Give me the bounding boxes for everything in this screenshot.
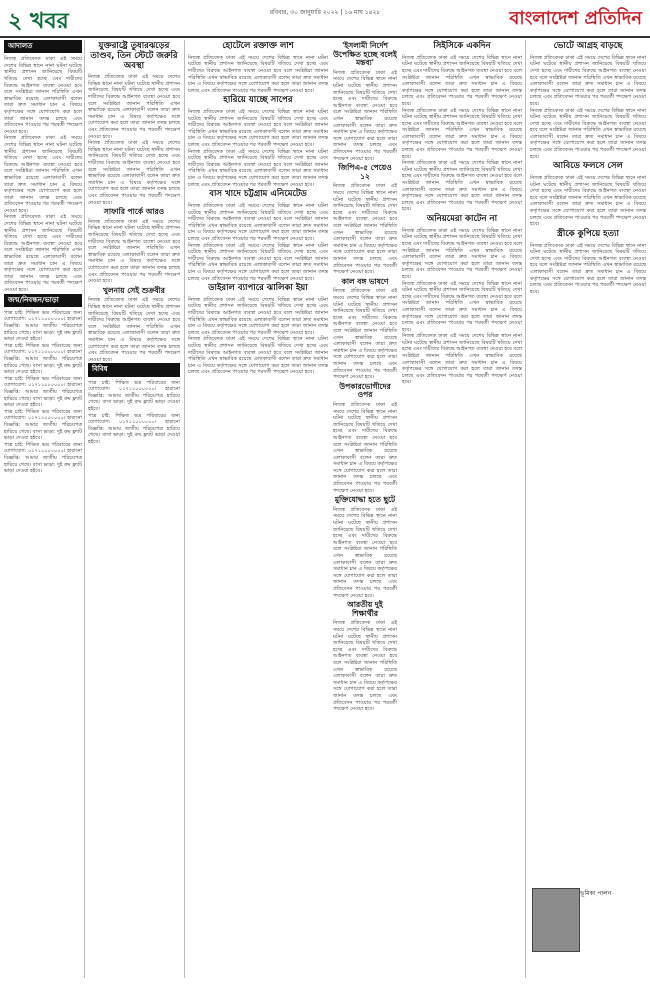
page-label: ২ খবর — [8, 9, 69, 34]
classified-text: পাত্র চাই: শিক্ষিত ভদ্র পরিবারের জন্য যোগাযোগ: ০১৭১১০০০০০০। হারানো বিজ্ঞপ্তি: আমার জাতীয় পরিচয়পত্র হারিয়ে গেছে। বাসা ভাড়া: দুই রুম ফ্ল্যাট ভাড়া দেওয়া হইবে। — [88, 412, 180, 445]
column-5 — [402, 40, 522, 980]
body-text: নিজস্ব প্রতিবেদক ঢাকা এই সময়ে দেশের বিভিন্ন স্থানে নানা ঘটনা ঘটেছে স্থানীয় প্রশাসন জানিয়েছে বিষয়টি খতিয়ে দেখা হচ্ছে এবং দায়ীদের বিরুদ্ধে আইনগত ব্যবস্থা নেওয়া হবে বলে সংশ্লিষ্টরা জানান পরিস্থিতি এখন স্বাভাবিক রয়েছে এলাকাবাসী বলেন তারা দ্রুত সমাধান চান এ বিষয়ে কর্তৃপক্ষের সঙ্গে যোগাযোগ করা হলে তারা জানান তদন্ত চলছে এবং প্রতিবেদন পাওয়ার পর পরবর্তী পদক্ষেপ নেওয়া হবে। — [188, 296, 328, 336]
photo-caption: ভূমিকা পালন — [580, 890, 612, 897]
classified-text: পাত্র চাই: শিক্ষিত ভদ্র পরিবারের জন্য যোগাযোগ: ০১৭১১০০০০০০। হারানো বিজ্ঞপ্তি: আমার জাতীয় পরিচয়পত্র হারিয়ে গেছে। বাসা ভাড়া: দুই রুম ফ্ল্যাট ভাড়া দেওয়া হইবে। — [4, 342, 82, 376]
column-divider — [525, 40, 526, 978]
body-text: নিজস্ব প্রতিবেদক ঢাকা এই সময়ে দেশের বিভিন্ন স্থানে নানা ঘটনা ঘটেছে স্থানীয় প্রশাসন জানিয়েছে বিষয়টি খতিয়ে দেখা হচ্ছে এবং দায়ীদের বিরুদ্ধে আইনগত ব্যবস্থা নেওয়া হবে বলে সংশ্লিষ্টরা জানান পরিস্থিতি এখন স্বাভাবিক রয়েছে এলাকাবাসী বলেন তারা দ্রুত সমাধান চান এ বিষয়ে কর্তৃপক্ষের সঙ্গে যোগাযোগ করা হলে তারা জানান তদন্ত চলছে এবং প্রতিবেদন পাওয়ার পর পরবর্তী পদক্ষেপ নেওয়া হবে। — [333, 620, 397, 713]
article-headline: উপকারভোগীদের ওপর — [339, 381, 391, 400]
classified-text: পাত্র চাই: শিক্ষিত ভদ্র পরিবারের জন্য যোগাযোগ: ০১৭১১০০০০০০। হারানো বিজ্ঞপ্তি: আমার জাতীয় পরিচয়পত্র হারিয়ে গেছে। বাসা ভাড়া: দুই রুম ফ্ল্যাট ভাড়া দেওয়া হইবে। — [88, 379, 180, 412]
article-headline: খুলনায় সেই শুক্রবীর — [103, 285, 165, 295]
classified-text: পাত্র চাই: শিক্ষিত ভদ্র পরিবারের জন্য যোগাযোগ: ০১৭১১০০০০০০। হারানো বিজ্ঞপ্তি: আমার জাতীয় পরিচয়পত্র হারিয়ে গেছে। বাসা ভাড়া: দুই রুম ফ্ল্যাট ভাড়া দেওয়া হইবে। — [4, 408, 82, 442]
classified-text: পাত্র চাই: শিক্ষিত ভদ্র পরিবারের জন্য যোগাযোগ: ০১৭১১০০০০০০। হারানো বিজ্ঞপ্তি: আমার জাতীয় পরিচয়পত্র হারিয়ে গেছে। বাসা ভাড়া: দুই রুম ফ্ল্যাট ভাড়া দেওয়া হইবে। — [4, 375, 82, 409]
body-text: নিজস্ব প্রতিবেদক ঢাকা এই সময়ে দেশের বিভিন্ন স্থানে নানা ঘটনা ঘটেছে স্থানীয় প্রশাসন জানিয়েছে বিষয়টি খতিয়ে দেখা হচ্ছে এবং দায়ীদের বিরুদ্ধে আইনগত ব্যবস্থা নেওয়া হবে বলে সংশ্লিষ্টরা জানান পরিস্থিতি এখন স্বাভাবিক রয়েছে এলাকাবাসী বলেন তারা দ্রুত সমাধান চান এ বিষয়ে কর্তৃপক্ষের সঙ্গে যোগাযোগ করা হলে তারা জানান তদন্ত চলছে এবং প্রতিবেদন পাওয়ার পর পরবর্তী পদক্ষেপ নেওয়া হবে। — [188, 148, 328, 188]
body-text: নিজস্ব প্রতিবেদক ঢাকা এই সময়ে দেশের বিভিন্ন স্থানে নানা ঘটনা ঘটেছে স্থানীয় প্রশাসন জানিয়েছে বিষয়টি খতিয়ে দেখা হচ্ছে এবং দায়ীদের বিরুদ্ধে আইনগত ব্যবস্থা নেওয়া হবে বলে সংশ্লিষ্টরা জানান পরিস্থিতি এখন স্বাভাবিক রয়েছে এলাকাবাসী বলেন তারা দ্রুত সমাধান চান এ বিষয়ে কর্তৃপক্ষের সঙ্গে যোগাযোগ করা হলে তারা জানান তদন্ত চলছে এবং প্রতিবেদন পাওয়ার পর পরবর্তী পদক্ষেপ নেওয়া হবে। — [4, 56, 82, 135]
body-text: নিজস্ব প্রতিবেদক ঢাকা এই সময়ে দেশের বিভিন্ন স্থানে নানা ঘটনা ঘটেছে স্থানীয় প্রশাসন জানিয়েছে বিষয়টি খতিয়ে দেখা হচ্ছে এবং দায়ীদের বিরুদ্ধে আইনগত ব্যবস্থা নেওয়া হবে বলে সংশ্লিষ্টরা জানান পরিস্থিতি এখন স্বাভাবিক রয়েছে এলাকাবাসী বলেন তারা দ্রুত সমাধান চান এ বিষয়ে কর্তৃপক্ষের সঙ্গে যোগাযোগ করা হলে তারা জানান তদন্ত চলছে এবং প্রতিবেদন পাওয়ার পর পরবর্তী পদক্ষেপ নেওয়া হবে। — [4, 135, 82, 214]
article-headline: মুক্তিযোদ্ধা হতে ছুটে — [334, 495, 396, 505]
body-text: নিজস্ব প্রতিবেদক ঢাকা এই সময়ে দেশের বিভিন্ন স্থানে নানা ঘটনা ঘটেছে স্থানীয় প্রশাসন জানিয়েছে বিষয়টি খতিয়ে দেখা হচ্ছে এবং দায়ীদের বিরুদ্ধে আইনগত ব্যবস্থা নেওয়া হবে বলে সংশ্লিষ্টরা জানান পরিস্থিতি এখন স্বাভাবিক রয়েছে এলাকাবাসী বলেন তারা দ্রুত সমাধান চান এ বিষয়ে কর্তৃপক্ষের সঙ্গে যোগাযোগ করা হলে তারা জানান তদন্ত চলছে এবং প্রতিবেদন পাওয়ার পর পরবর্তী পদক্ষেপ নেওয়া হবে। — [188, 336, 328, 376]
body-text: নিজস্ব প্রতিবেদক ঢাকা এই সময়ে দেশের বিভিন্ন স্থানে নানা ঘটনা ঘটেছে স্থানীয় প্রশাসন জানিয়েছে বিষয়টি খতিয়ে দেখা হচ্ছে এবং দায়ীদের বিরুদ্ধে আইনগত ব্যবস্থা নেওয়া হবে বলে সংশ্লিষ্টরা জানান পরিস্থিতি এখন স্বাভাবিক রয়েছে এলাকাবাসী বলেন তারা দ্রুত সমাধান চান এ বিষয়ে কর্তৃপক্ষের সঙ্গে যোগাযোগ করা হলে তারা জানান তদন্ত চলছে এবং প্রতিবেদন পাওয়ার পর পরবর্তী পদক্ষেপ নেওয়া হবে। — [530, 242, 646, 295]
section-title-misc: বিবিধ — [88, 363, 180, 376]
body-text: নিজস্ব প্রতিবেদক ঢাকা এই সময়ে দেশের বিভিন্ন স্থানে নানা ঘটনা ঘটেছে স্থানীয় প্রশাসন জানিয়েছে বিষয়টি খতিয়ে দেখা হচ্ছে এবং দায়ীদের বিরুদ্ধে আইনগত ব্যবস্থা নেওয়া হবে বলে সংশ্লিষ্টরা জানান পরিস্থিতি এখন স্বাভাবিক রয়েছে এলাকাবাসী বলেন তারা দ্রুত সমাধান চান এ বিষয়ে কর্তৃপক্ষের সঙ্গে যোগাযোগ করা হলে তারা জানান তদন্ত চলছে এবং প্রতিবেদন পাওয়ার পর পরবর্তী পদক্ষেপ নেওয়া হবে। — [530, 107, 646, 160]
body-text: নিজস্ব প্রতিবেদক ঢাকা এই সময়ে দেশের বিভিন্ন স্থানে নানা ঘটনা ঘটেছে স্থানীয় প্রশাসন জানিয়েছে বিষয়টি খতিয়ে দেখা হচ্ছে এবং দায়ীদের বিরুদ্ধে আইনগত ব্যবস্থা নেওয়া হবে বলে সংশ্লিষ্টরা জানান পরিস্থিতি এখন স্বাভাবিক রয়েছে এলাকাবাসী বলেন তারা দ্রুত সমাধান চান এ বিষয়ে কর্তৃপক্ষের সঙ্গে যোগাযোগ করা হলে তারা জানান তদন্ত চলছে এবং প্রতিবেদন পাওয়ার পর পরবর্তী পদক্ষেপ নেওয়া হবে। — [402, 333, 522, 386]
body-text: নিজস্ব প্রতিবেদক ঢাকা এই সময়ে দেশের বিভিন্ন স্থানে নানা ঘটনা ঘটেছে স্থানীয় প্রশাসন জানিয়েছে বিষয়টি খতিয়ে দেখা হচ্ছে এবং দায়ীদের বিরুদ্ধে আইনগত ব্যবস্থা নেওয়া হবে বলে সংশ্লিষ্টরা জানান পরিস্থিতি এখন স্বাভাবিক রয়েছে এলাকাবাসী বলেন তারা দ্রুত সমাধান চান এ বিষয়ে কর্তৃপক্ষের সঙ্গে যোগাযোগ করা হলে তারা জানান তদন্ত চলছে এবং প্রতিবেদন পাওয়ার পর পরবর্তী পদক্ষেপ নেওয়া হবে। — [530, 175, 646, 228]
column-4 — [333, 40, 397, 980]
column-divider — [84, 40, 85, 978]
body-text: নিজস্ব প্রতিবেদক ঢাকা এই সময়ে দেশের বিভিন্ন স্থানে নানা ঘটনা ঘটেছে স্থানীয় প্রশাসন জানিয়েছে বিষয়টি খতিয়ে দেখা হচ্ছে এবং দায়ীদের বিরুদ্ধে আইনগত ব্যবস্থা নেওয়া হবে বলে সংশ্লিষ্টরা জানান পরিস্থিতি এখন স্বাভাবিক রয়েছে এলাকাবাসী বলেন তারা দ্রুত সমাধান চান এ বিষয়ে কর্তৃপক্ষের সঙ্গে যোগাযোগ করা হলে তারা জানান তদন্ত চলছে এবং প্রতিবেদন পাওয়ার পর পরবর্তী পদক্ষেপ নেওয়া হবে। — [530, 54, 646, 107]
article-headline: আরতীয় দুই শিক্ষার্থীর — [347, 600, 383, 618]
body-text: নিজস্ব প্রতিবেদক ঢাকা এই সময়ে দেশের বিভিন্ন স্থানে নানা ঘটনা ঘটেছে স্থানীয় প্রশাসন জানিয়েছে বিষয়টি খতিয়ে দেখা হচ্ছে এবং দায়ীদের বিরুদ্ধে আইনগত ব্যবস্থা নেওয়া হবে বলে সংশ্লিষ্টরা জানান পরিস্থিতি এখন স্বাভাবিক রয়েছে এলাকাবাসী বলেন তারা দ্রুত সমাধান চান এ বিষয়ে কর্তৃপক্ষের সঙ্গে যোগাযোগ করা হলে তারা জানান তদন্ত চলছে এবং প্রতিবেদন পাওয়ার পর পরবর্তী পদক্ষেপ নেওয়া হবে। — [402, 160, 522, 213]
section-title-court: আদালত — [4, 40, 82, 53]
body-text: নিজস্ব প্রতিবেদক ঢাকা এই সময়ে দেশের বিভিন্ন স্থানে নানা ঘটনা ঘটেছে স্থানীয় প্রশাসন জানিয়েছে বিষয়টি খতিয়ে দেখা হচ্ছে এবং দায়ীদের বিরুদ্ধে আইনগত ব্যবস্থা নেওয়া হবে বলে সংশ্লিষ্টরা জানান পরিস্থিতি এখন স্বাভাবিক রয়েছে এলাকাবাসী বলেন তারা দ্রুত সমাধান চান এ বিষয়ে কর্তৃপক্ষের সঙ্গে যোগাযোগ করা হলে তারা জানান তদন্ত চলছে এবং প্রতিবেদন পাওয়ার পর পরবর্তী পদক্ষেপ নেওয়া হবে। — [188, 242, 328, 282]
column-divider — [184, 40, 185, 978]
body-text: নিজস্ব প্রতিবেদক ঢাকা এই সময়ে দেশের বিভিন্ন স্থানে নানা ঘটনা ঘটেছে স্থানীয় প্রশাসন জানিয়েছে বিষয়টি খতিয়ে দেখা হচ্ছে এবং দায়ীদের বিরুদ্ধে আইনগত ব্যবস্থা নেওয়া হবে বলে সংশ্লিষ্টরা জানান পরিস্থিতি এখন স্বাভাবিক রয়েছে এলাকাবাসী বলেন তারা দ্রুত সমাধান চান এ বিষয়ে কর্তৃপক্ষের সঙ্গে যোগাযোগ করা হলে তারা জানান তদন্ত চলছে এবং প্রতিবেদন পাওয়ার পর পরবর্তী পদক্ষেপ নেওয়া হবে। — [188, 109, 328, 149]
body-text: নিজস্ব প্রতিবেদক ঢাকা এই সময়ে দেশের বিভিন্ন স্থানে নানা ঘটনা ঘটেছে স্থানীয় প্রশাসন জানিয়েছে বিষয়টি খতিয়ে দেখা হচ্ছে এবং দায়ীদের বিরুদ্ধে আইনগত ব্যবস্থা নেওয়া হবে বলে সংশ্লিষ্টরা জানান পরিস্থিতি এখন স্বাভাবিক রয়েছে এলাকাবাসী বলেন তারা দ্রুত সমাধান চান এ বিষয়ে কর্তৃপক্ষের সঙ্গে যোগাযোগ করা হলে তারা জানান তদন্ত চলছে এবং প্রতিবেদন পাওয়ার পর পরবর্তী পদক্ষেপ নেওয়া হবে। — [88, 297, 180, 363]
body-text: নিজস্ব প্রতিবেদক ঢাকা এই সময়ে দেশের বিভিন্ন স্থানে নানা ঘটনা ঘটেছে স্থানীয় প্রশাসন জানিয়েছে বিষয়টি খতিয়ে দেখা হচ্ছে এবং দায়ীদের বিরুদ্ধে আইনগত ব্যবস্থা নেওয়া হবে বলে সংশ্লিষ্টরা জানান পরিস্থিতি এখন স্বাভাবিক রয়েছে এলাকাবাসী বলেন তারা দ্রুত সমাধান চান এ বিষয়ে কর্তৃপক্ষের সঙ্গে যোগাযোগ করা হলে তারা জানান তদন্ত চলছে এবং প্রতিবেদন পাওয়ার পর পরবর্তী পদক্ষেপ নেওয়া হবে। — [333, 288, 397, 381]
body-text: নিজস্ব প্রতিবেদক ঢাকা এই সময়ে দেশের বিভিন্ন স্থানে নানা ঘটনা ঘটেছে স্থানীয় প্রশাসন জানিয়েছে বিষয়টি খতিয়ে দেখা হচ্ছে এবং দায়ীদের বিরুদ্ধে আইনগত ব্যবস্থা নেওয়া হবে বলে সংশ্লিষ্টরা জানান পরিস্থিতি এখন স্বাভাবিক রয়েছে এলাকাবাসী বলেন তারা দ্রুত সমাধান চান এ বিষয়ে কর্তৃপক্ষের সঙ্গে যোগাযোগ করা হলে তারা জানান তদন্ত চলছে এবং প্রতিবেদন পাওয়ার পর পরবর্তী পদক্ষেপ নেওয়া হবে। — [333, 506, 397, 599]
column-3 — [188, 40, 328, 980]
body-text: নিজস্ব প্রতিবেদক ঢাকা এই সময়ে দেশের বিভিন্ন স্থানে নানা ঘটনা ঘটেছে স্থানীয় প্রশাসন জানিয়েছে বিষয়টি খতিয়ে দেখা হচ্ছে এবং দায়ীদের বিরুদ্ধে আইনগত ব্যবস্থা নেওয়া হবে বলে সংশ্লিষ্টরা জানান পরিস্থিতি এখন স্বাভাবিক রয়েছে এলাকাবাসী বলেন তারা দ্রুত সমাধান চান এ বিষয়ে কর্তৃপক্ষের সঙ্গে যোগাযোগ করা হলে তারা জানান তদন্ত চলছে এবং প্রতিবেদন পাওয়ার পর পরবর্তী পদক্ষেপ নেওয়া হবে। — [333, 401, 397, 494]
body-text: নিজস্ব প্রতিবেদক ঢাকা এই সময়ে দেশের বিভিন্ন স্থানে নানা ঘটনা ঘটেছে স্থানীয় প্রশাসন জানিয়েছে বিষয়টি খতিয়ে দেখা হচ্ছে এবং দায়ীদের বিরুদ্ধে আইনগত ব্যবস্থা নেওয়া হবে বলে সংশ্লিষ্টরা জানান পরিস্থিতি এখন স্বাভাবিক রয়েছে এলাকাবাসী বলেন তারা দ্রুত সমাধান চান এ বিষয়ে কর্তৃপক্ষের সঙ্গে যোগাযোগ করা হলে তারা জানান তদন্ত চলছে এবং প্রতিবেদন পাওয়ার পর পরবর্তী পদক্ষেপ নেওয়া হবে। — [88, 140, 180, 206]
classified-text: পাত্র চাই: শিক্ষিত ভদ্র পরিবারের জন্য যোগাযোগ: ০১৭১১০০০০০০। হারানো বিজ্ঞপ্তি: আমার জাতীয় পরিচয়পত্র হারিয়ে গেছে। বাসা ভাড়া: দুই রুম ফ্ল্যাট ভাড়া দেওয়া হইবে। — [4, 309, 82, 343]
date-line: রবিবার, ৩০ জানুয়ারি ২০২২ | ১৬ মাঘ ১৪২৮ — [269, 9, 381, 16]
masthead — [0, 0, 650, 38]
article-headline: সিইসিকে একদিন — [433, 41, 491, 51]
body-text: নিজস্ব প্রতিবেদক ঢাকা এই সময়ে দেশের বিভিন্ন স্থানে নানা ঘটনা ঘটেছে স্থানীয় প্রশাসন জানিয়েছে বিষয়টি খতিয়ে দেখা হচ্ছে এবং দায়ীদের বিরুদ্ধে আইনগত ব্যবস্থা নেওয়া হবে বলে সংশ্লিষ্টরা জানান পরিস্থিতি এখন স্বাভাবিক রয়েছে এলাকাবাসী বলেন তারা দ্রুত সমাধান চান এ বিষয়ে কর্তৃপক্ষের সঙ্গে যোগাযোগ করা হলে তারা জানান তদন্ত চলছে এবং প্রতিবেদন পাওয়ার পর পরবর্তী পদক্ষেপ নেওয়া হবে। — [402, 280, 522, 333]
article-headline: অনিয়মেরা কাটেন না — [426, 214, 498, 225]
column-6 — [530, 40, 646, 882]
article-headline: জিপিএ-৫ পেয়েও ১২ — [338, 163, 392, 181]
classified-text: পাত্র চাই: শিক্ষিত ভদ্র পরিবারের জন্য যোগাযোগ: ০১৭১১০০০০০০। হারানো বিজ্ঞপ্তি: আমার জাতীয় পরিচয়পত্র হারিয়ে গেছে। বাসা ভাড়া: দুই রুম ফ্ল্যাট ভাড়া দেওয়া হইবে। — [4, 441, 82, 475]
section-title-classifieds: জন্ম/নিবন্ধন/ভাড়া — [4, 294, 82, 307]
body-text: নিজস্ব প্রতিবেদক ঢাকা এই সময়ে দেশের বিভিন্ন স্থানে নানা ঘটনা ঘটেছে স্থানীয় প্রশাসন জানিয়েছে বিষয়টি খতিয়ে দেখা হচ্ছে এবং দায়ীদের বিরুদ্ধে আইনগত ব্যবস্থা নেওয়া হবে বলে সংশ্লিষ্টরা জানান পরিস্থিতি এখন স্বাভাবিক রয়েছে এলাকাবাসী বলেন তারা দ্রুত সমাধান চান এ বিষয়ে কর্তৃপক্ষের সঙ্গে যোগাযোগ করা হলে তারা জানান তদন্ত চলছে এবং প্রতিবেদন পাওয়ার পর পরবর্তী পদক্ষেপ নেওয়া হবে। — [188, 202, 328, 242]
body-text: নিজস্ব প্রতিবেদক ঢাকা এই সময়ে দেশের বিভিন্ন স্থানে নানা ঘটনা ঘটেছে স্থানীয় প্রশাসন জানিয়েছে বিষয়টি খতিয়ে দেখা হচ্ছে এবং দায়ীদের বিরুদ্ধে আইনগত ব্যবস্থা নেওয়া হবে বলে সংশ্লিষ্টরা জানান পরিস্থিতি এখন স্বাভাবিক রয়েছে এলাকাবাসী বলেন তারা দ্রুত সমাধান চান এ বিষয়ে কর্তৃপক্ষের সঙ্গে যোগাযোগ করা হলে তারা জানান তদন্ত চলছে এবং প্রতিবেদন পাওয়ার পর পরবর্তী পদক্ষেপ নেওয়া হবে। — [333, 69, 397, 162]
article-headline: কাল বঙ্গ ভাষণে — [341, 276, 389, 286]
body-text: নিজস্ব প্রতিবেদক ঢাকা এই সময়ে দেশের বিভিন্ন স্থানে নানা ঘটনা ঘটেছে স্থানীয় প্রশাসন জানিয়েছে বিষয়টি খতিয়ে দেখা হচ্ছে এবং দায়ীদের বিরুদ্ধে আইনগত ব্যবস্থা নেওয়া হবে বলে সংশ্লিষ্টরা জানান পরিস্থিতি এখন স্বাভাবিক রয়েছে এলাকাবাসী বলেন তারা দ্রুত সমাধান চান এ বিষয়ে কর্তৃপক্ষের সঙ্গে যোগাযোগ করা হলে তারা জানান তদন্ত চলছে এবং প্রতিবেদন পাওয়ার পর পরবর্তী পদক্ষেপ নেওয়া হবে। — [402, 107, 522, 160]
article-headline: স্ত্রীকে কুপিয়ে হত্যা — [557, 228, 619, 239]
article-headline: যুক্তরাষ্ট্রে তুষারঝড়ের তাণ্ডব, তিন স্টেটে জরুরি অবস্থা — [90, 41, 178, 71]
left-column — [4, 40, 82, 980]
article-headline: 'ইসলামী নির্দেশ উপেক্ষিত হচ্ছে বলেই মন্তব্য' — [333, 41, 397, 68]
body-text: নিজস্ব প্রতিবেদক ঢাকা এই সময়ে দেশের বিভিন্ন স্থানে নানা ঘটনা ঘটেছে স্থানীয় প্রশাসন জানিয়েছে বিষয়টি খতিয়ে দেখা হচ্ছে এবং দায়ীদের বিরুদ্ধে আইনগত ব্যবস্থা নেওয়া হবে বলে সংশ্লিষ্টরা জানান পরিস্থিতি এখন স্বাভাবিক রয়েছে এলাকাবাসী বলেন তারা দ্রুত সমাধান চান এ বিষয়ে কর্তৃপক্ষের সঙ্গে যোগাযোগ করা হলে তারা জানান তদন্ত চলছে এবং প্রতিবেদন পাওয়ার পর পরবর্তী পদক্ষেপ নেওয়া হবে। — [402, 54, 522, 107]
brand-logo: বাংলাদেশ প্রতিদিন — [509, 8, 642, 29]
article-headline: বাস খাদে চট্টগ্রাম এনিমেটেড — [209, 189, 307, 200]
body-text: নিজস্ব প্রতিবেদক ঢাকা এই সময়ে দেশের বিভিন্ন স্থানে নানা ঘটনা ঘটেছে স্থানীয় প্রশাসন জানিয়েছে বিষয়টি খতিয়ে দেখা হচ্ছে এবং দায়ীদের বিরুদ্ধে আইনগত ব্যবস্থা নেওয়া হবে বলে সংশ্লিষ্টরা জানান পরিস্থিতি এখন স্বাভাবিক রয়েছে এলাকাবাসী বলেন তারা দ্রুত সমাধান চান এ বিষয়ে কর্তৃপক্ষের সঙ্গে যোগাযোগ করা হলে তারা জানান তদন্ত চলছে এবং প্রতিবেদন পাওয়ার পর পরবর্তী পদক্ষেপ নেওয়া হবে। — [402, 227, 522, 280]
article-headline: ডাইরাল ব্যাপারে ঝালিকা ইয়া — [208, 283, 308, 294]
body-text: নিজস্ব প্রতিবেদক ঢাকা এই সময়ে দেশের বিভিন্ন স্থানে নানা ঘটনা ঘটেছে স্থানীয় প্রশাসন জানিয়েছে বিষয়টি খতিয়ে দেখা হচ্ছে এবং দায়ীদের বিরুদ্ধে আইনগত ব্যবস্থা নেওয়া হবে বলে সংশ্লিষ্টরা জানান পরিস্থিতি এখন স্বাভাবিক রয়েছে এলাকাবাসী বলেন তারা দ্রুত সমাধান চান এ বিষয়ে কর্তৃপক্ষের সঙ্গে যোগাযোগ করা হলে তারা জানান তদন্ত চলছে এবং প্রতিবেদন পাওয়ার পর পরবর্তী পদক্ষেপ নেওয়া হবে। — [188, 54, 328, 94]
portrait-photo — [532, 888, 580, 952]
body-text: নিজস্ব প্রতিবেদক ঢাকা এই সময়ে দেশের বিভিন্ন স্থানে নানা ঘটনা ঘটেছে স্থানীয় প্রশাসন জানিয়েছে বিষয়টি খতিয়ে দেখা হচ্ছে এবং দায়ীদের বিরুদ্ধে আইনগত ব্যবস্থা নেওয়া হবে বলে সংশ্লিষ্টরা জানান পরিস্থিতি এখন স্বাভাবিক রয়েছে এলাকাবাসী বলেন তারা দ্রুত সমাধান চান এ বিষয়ে কর্তৃপক্ষের সঙ্গে যোগাযোগ করা হলে তারা জানান তদন্ত চলছে এবং প্রতিবেদন পাওয়ার পর পরবর্তী পদক্ষেপ নেওয়া হবে। — [333, 183, 397, 276]
article-headline: হারিয়ে যাচ্ছে সাপের — [223, 95, 293, 106]
body-text: নিজস্ব প্রতিবেদক ঢাকা এই সময়ে দেশের বিভিন্ন স্থানে নানা ঘটনা ঘটেছে স্থানীয় প্রশাসন জানিয়েছে বিষয়টি খতিয়ে দেখা হচ্ছে এবং দায়ীদের বিরুদ্ধে আইনগত ব্যবস্থা নেওয়া হবে বলে সংশ্লিষ্টরা জানান পরিস্থিতি এখন স্বাভাবিক রয়েছে এলাকাবাসী বলেন তারা দ্রুত সমাধান চান এ বিষয়ে কর্তৃপক্ষের সঙ্গে যোগাযোগ করা হলে তারা জানান তদন্ত চলছে এবং প্রতিবেদন পাওয়ার পর পরবর্তী পদক্ষেপ নেওয়া হবে। — [88, 218, 180, 285]
article-headline: সাফারি পার্কে আরও — [103, 207, 165, 217]
column-2 — [88, 40, 180, 980]
article-headline: হোটেলে রক্তাক্ত লাশ — [222, 41, 294, 51]
body-text: নিজস্ব প্রতিবেদক ঢাকা এই সময়ে দেশের বিভিন্ন স্থানে নানা ঘটনা ঘটেছে স্থানীয় প্রশাসন জানিয়েছে বিষয়টি খতিয়ে দেখা হচ্ছে এবং দায়ীদের বিরুদ্ধে আইনগত ব্যবস্থা নেওয়া হবে বলে সংশ্লিষ্টরা জানান পরিস্থিতি এখন স্বাভাবিক রয়েছে এলাকাবাসী বলেন তারা দ্রুত সমাধান চান এ বিষয়ে কর্তৃপক্ষের সঙ্গে যোগাযোগ করা হলে তারা জানান তদন্ত চলছে এবং প্রতিবেদন পাওয়ার পর পরবর্তী পদক্ষেপ নেওয়া হবে। — [4, 214, 82, 294]
article-headline: আবিডে ফলসে সেল — [553, 161, 623, 172]
body-text: নিজস্ব প্রতিবেদক ঢাকা এই সময়ে দেশের বিভিন্ন স্থানে নানা ঘটনা ঘটেছে স্থানীয় প্রশাসন জানিয়েছে বিষয়টি খতিয়ে দেখা হচ্ছে এবং দায়ীদের বিরুদ্ধে আইনগত ব্যবস্থা নেওয়া হবে বলে সংশ্লিষ্টরা জানান পরিস্থিতি এখন স্বাভাবিক রয়েছে এলাকাবাসী বলেন তারা দ্রুত সমাধান চান এ বিষয়ে কর্তৃপক্ষের সঙ্গে যোগাযোগ করা হলে তারা জানান তদন্ত চলছে এবং প্রতিবেদন পাওয়ার পর পরবর্তী পদক্ষেপ নেওয়া হবে। — [88, 74, 180, 140]
article-headline: ভোটে আগ্রহ বাড়ছে — [553, 41, 623, 51]
